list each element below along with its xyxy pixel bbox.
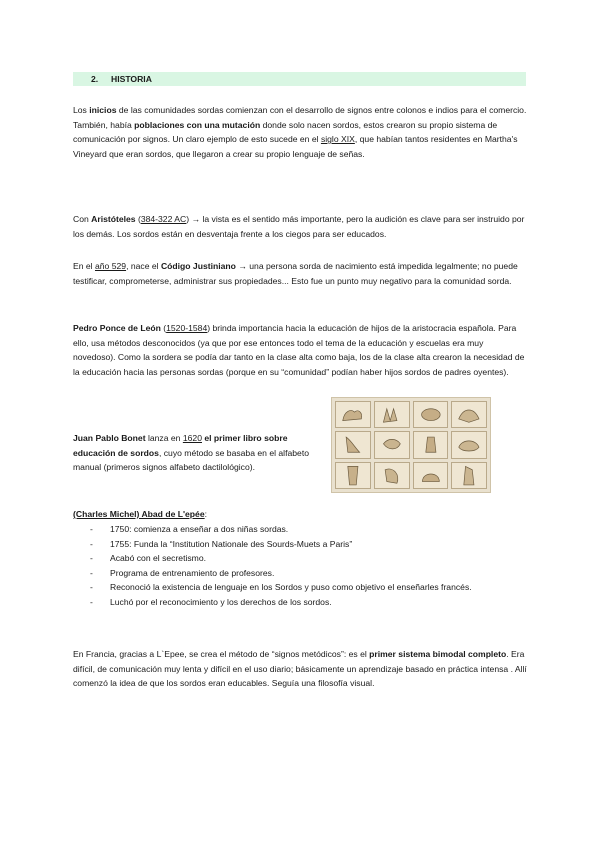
list-item bbox=[73, 551, 528, 566]
manual-alphabet-illustration-icon bbox=[331, 397, 491, 493]
text: donde solo nacen sordos, estos crearon su propio sistema de comunicación por signos. Un claro ejemplo de esto sucede en el bbox=[73, 119, 498, 144]
list-item-text: Programa de entrenamiento de profesores. bbox=[110, 567, 275, 578]
section-number: 2. bbox=[91, 74, 99, 84]
list-item bbox=[73, 566, 528, 581]
text: . Era difícil, de comunicación muy lenta y difícil en el uso diario; básicamente un aprendizaje basado en práctica intensa . Allí comenzó la idea de que los sordos eran educables. Seguía una filosofía visual. bbox=[73, 649, 527, 688]
text: ) → la vista es el sentido más importante, pero la audición es clave para ser instruido por los demás. Los sordos están en desventaja frente a los ciegos para ser educados. bbox=[73, 214, 525, 239]
hand-sign-icon bbox=[451, 401, 487, 428]
text: → una persona sorda de nacimiento está impedida legalmente; no puede testificar, comprometerse, administrar sus propiedades... Esto fue un punto muy negativo para la comunidad sorda. bbox=[73, 261, 518, 286]
text: En Francia, gracias a L`Epee, se crea el método de “signos metódicos”: es el bbox=[73, 649, 370, 659]
hand-sign-icon bbox=[413, 462, 449, 489]
dash: - bbox=[90, 596, 93, 607]
underlined-text: siglo XIX bbox=[320, 134, 355, 144]
bold-text: Código Justiniano bbox=[160, 261, 236, 271]
text: de las comunidades sordas comienzan con el desarrollo de signos entre colonos e indios para el comercio. bbox=[116, 105, 527, 115]
bold-text: primer sistema bimodal completo bbox=[369, 649, 507, 659]
dash: - bbox=[90, 553, 93, 563]
section-title: HISTORIA bbox=[111, 74, 152, 84]
bold-text: inicios bbox=[89, 105, 117, 115]
list-item-text: Luchó por el reconocimiento y los derechos de los sordos. bbox=[110, 596, 332, 607]
dash: - bbox=[90, 524, 93, 534]
list-item bbox=[73, 580, 528, 595]
text: , que habían tantos residentes en Martha's Vineyard que eran sordos, que llegaron a crear su propio lenguaje de señas. bbox=[73, 134, 518, 159]
text: : bbox=[204, 509, 208, 519]
hand-sign-icon bbox=[335, 462, 371, 489]
hand-sign-icon bbox=[335, 401, 371, 428]
underlined-text: 1520-1584 bbox=[166, 323, 208, 333]
text: lanza en bbox=[145, 433, 183, 443]
hand-sign-icon bbox=[451, 431, 487, 458]
hand-sign-icon bbox=[451, 462, 487, 489]
paragraph-origins bbox=[73, 103, 528, 161]
lepee-title: (Charles Michel) Abad de L'epée bbox=[73, 509, 205, 519]
text: Los bbox=[73, 105, 90, 115]
underlined-text: 384-322 AC bbox=[140, 214, 187, 224]
bold-text: Pedro Ponce de León bbox=[73, 323, 161, 333]
hand-sign-icon bbox=[374, 462, 410, 489]
list-item bbox=[73, 537, 528, 552]
bold-text: Aristóteles bbox=[91, 214, 136, 224]
list-item-text: 1755: Funda la “Institution Nationale des Sourds-Muets a Paris” bbox=[110, 538, 353, 549]
text: ( bbox=[135, 214, 141, 224]
dash: - bbox=[90, 538, 93, 549]
paragraph-aristoteles bbox=[73, 212, 528, 241]
hand-sign-icon bbox=[374, 401, 410, 428]
text: , nace el bbox=[126, 261, 161, 271]
paragraph-francia bbox=[73, 647, 528, 691]
text: , cuyo método se basaba en el alfabeto manual (primeros signos alfabeto dactilológico). bbox=[73, 447, 309, 472]
text: También, había bbox=[73, 119, 135, 130]
list-item bbox=[73, 522, 528, 537]
paragraph-justiniano bbox=[73, 259, 528, 288]
list-item-text: 1750: comienza a enseñar a dos niñas sordas. bbox=[110, 524, 289, 534]
bold-text: Juan Pablo Bonet bbox=[73, 433, 146, 443]
paragraph-ponce-de-leon bbox=[73, 321, 528, 379]
text: Con bbox=[73, 214, 92, 224]
bold-text: poblaciones con una mutación bbox=[134, 119, 261, 130]
hand-sign-icon bbox=[335, 431, 371, 458]
dash: - bbox=[90, 582, 93, 592]
text: En el bbox=[73, 261, 95, 271]
list-item-text: Acabó con el secretismo. bbox=[110, 553, 207, 563]
hand-sign-icon bbox=[374, 431, 410, 458]
list-item-text: Reconoció la existencia de lenguaje en los Sordos y puso como objetivo el enseñarles francés. bbox=[110, 582, 472, 592]
underlined-text: 1620 bbox=[182, 433, 202, 443]
section-lepee-title bbox=[73, 507, 528, 522]
hand-sign-icon bbox=[413, 431, 449, 458]
paragraph-bonet bbox=[73, 431, 323, 475]
section-heading bbox=[73, 72, 526, 86]
bold-text: el primer libro sobre educación de sordos bbox=[73, 433, 288, 458]
lepee-list bbox=[73, 522, 528, 609]
underlined-text: año 529 bbox=[94, 261, 127, 271]
hand-sign-icon bbox=[413, 401, 449, 428]
text: ) brinda importancia hacia la educación de hijos de la aristocracia española. Para ello, usa métodos desconocidos (ya que por ese entonces todo el tema de la educación y escuelas era muy novedoso). Como la sordera se podía dar tanto en la clase alta como baja, los de la clase alta crearon la necesidad de la educación hacia las personas sordas (porque en su “comunidad” podían haber hijos sordos de padres oyentes). bbox=[73, 323, 525, 377]
list-item bbox=[73, 595, 528, 610]
dash: - bbox=[90, 567, 93, 578]
text: ( bbox=[160, 323, 167, 333]
